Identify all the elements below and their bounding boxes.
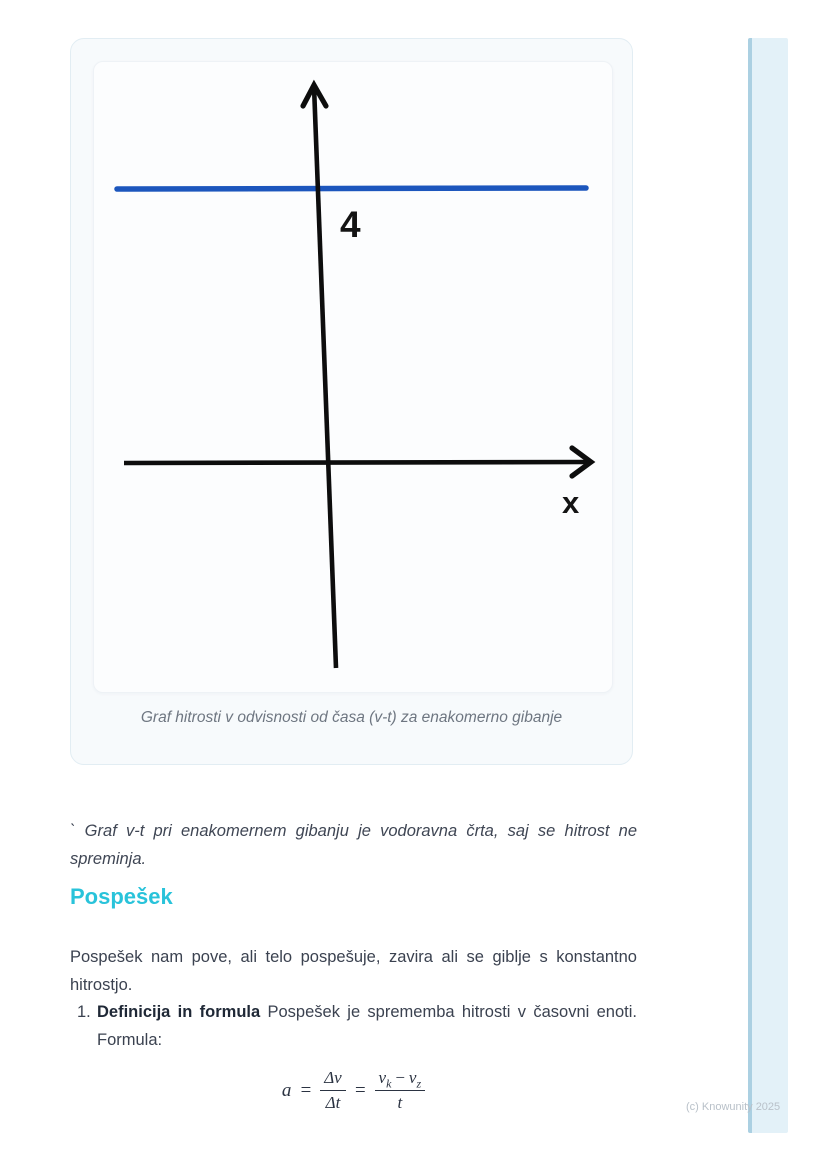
var-v: v [408, 1068, 417, 1087]
formula-var: a [281, 1079, 292, 1101]
note-paragraph: ` Graf v-t pri enakomernem gibanju je vodoravna črta, saj se hitrost ne spreminja. [70, 821, 637, 868]
fraction-numerator [375, 1068, 426, 1091]
subscript-z: z [416, 1076, 422, 1091]
acceleration-formula [70, 1068, 637, 1114]
figure-caption: Graf hitrosti v odvisnosti od časa (v-t) za enakomerno gibanje [140, 709, 563, 726]
y-value-label: 4 [340, 204, 361, 245]
intro-paragraph: Pospešek nam pove, ali telo pospešuje, zavira ali se giblje s konstantno hitrostjo. [70, 947, 637, 994]
list-text: Pospešek je sprememba hitrosti v časovni enoti. Formula: [97, 1003, 637, 1049]
formula-fraction-dv-dt [320, 1068, 346, 1114]
fraction-denominator: Δt [325, 1093, 341, 1113]
formula-equals-1: = [299, 1079, 313, 1101]
copyright-watermark: (c) Knowunity 2025 [686, 1101, 781, 1113]
formula-fraction-vk-vz [375, 1068, 426, 1114]
fraction-denominator: t [397, 1093, 403, 1113]
fraction-numerator: Δv [320, 1068, 346, 1091]
y-axis [314, 86, 336, 668]
x-axis [124, 462, 588, 463]
var-v: v [378, 1068, 387, 1087]
vt-graph [94, 62, 614, 694]
x-axis-label: x [562, 485, 580, 520]
figure-card [70, 38, 633, 765]
formula-equals-2: = [353, 1079, 367, 1101]
velocity-line [117, 188, 586, 189]
section-heading-pospesek: Pospešek [70, 884, 173, 909]
graph-panel [93, 61, 613, 693]
list-number: 1. [77, 1003, 91, 1021]
right-margin-bar [748, 38, 788, 1133]
list-bold-label: Definicija in formula [97, 1003, 261, 1021]
definition-list-item [70, 998, 637, 1054]
subscript-k: k [386, 1076, 392, 1091]
minus-sign: − [394, 1068, 406, 1087]
